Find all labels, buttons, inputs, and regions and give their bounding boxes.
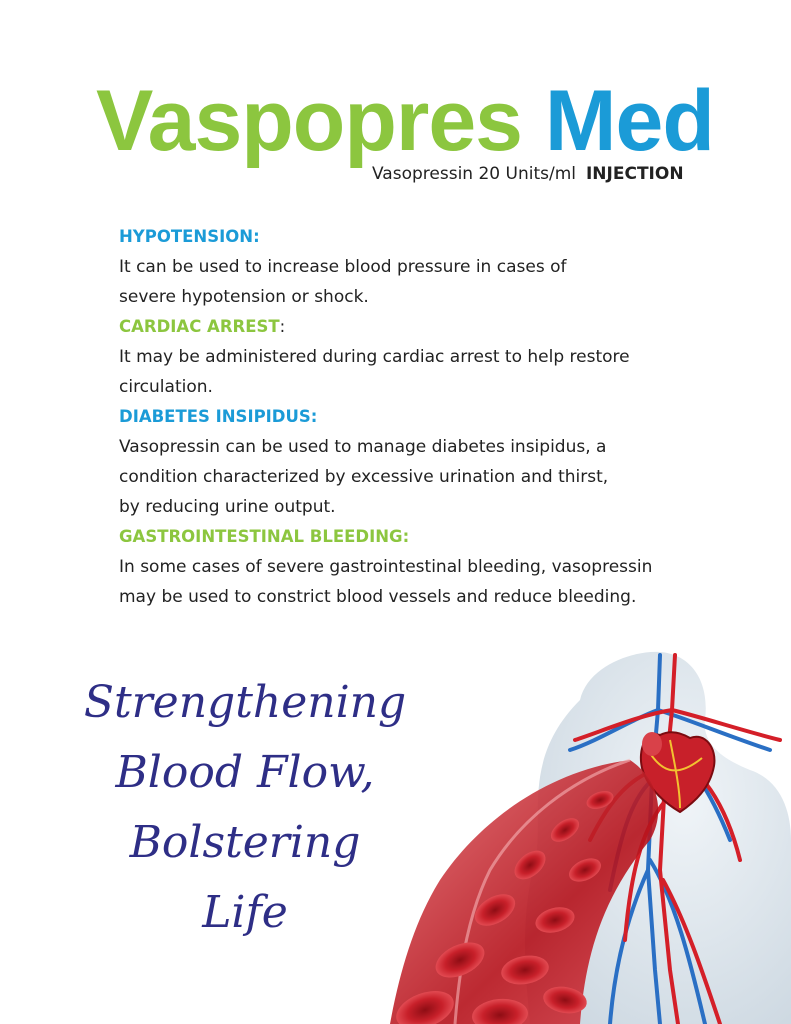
section-cardiac-arrest (119, 312, 699, 402)
brand-word-2: Med (544, 73, 714, 169)
section-text: In some cases of severe gastrointestinal bleeding, vasopressin (119, 557, 653, 577)
section-heading-text: CARDIAC ARREST (119, 317, 280, 336)
section-hypotension (119, 222, 699, 312)
section-heading (119, 312, 699, 342)
section-heading: DIABETES INSIPIDUS: (119, 407, 318, 426)
injection-label: INJECTION (585, 164, 684, 184)
section-diabetes-insipidus (119, 402, 699, 522)
section-text: severe hypotension or shock. (119, 287, 369, 307)
section-text: by reducing urine output. (119, 497, 336, 517)
tagline-line: Life (202, 887, 288, 938)
section-text: may be used to constrict blood vessels and reduce bleeding. (119, 587, 637, 607)
brand-word-1: Vaspopres (96, 73, 522, 169)
section-heading: GASTROINTESTINAL BLEEDING: (119, 527, 410, 546)
section-text: Vasopressin can be used to manage diabetes insipidus, a (119, 437, 607, 457)
section-text: It may be administered during cardiac arrest to help restore (119, 347, 630, 367)
product-name (96, 73, 714, 169)
dosage-text: Vasopressin 20 Units/ml (372, 164, 576, 184)
section-text: condition characterized by excessive urination and thirst, (119, 467, 609, 487)
tagline-line: Bolstering (129, 817, 361, 868)
heading-colon: : (279, 317, 286, 336)
section-text: It can be used to increase blood pressure in cases of (119, 257, 567, 277)
section-heading: HYPOTENSION: (119, 227, 260, 246)
section-text: circulation. (119, 377, 213, 397)
indications (119, 222, 699, 612)
section-gi-bleeding (119, 522, 699, 612)
tagline-line: Strengthening (83, 677, 407, 728)
product-subtitle (372, 164, 684, 184)
tagline-line: Blood Flow, (115, 747, 375, 798)
tagline (60, 668, 430, 948)
